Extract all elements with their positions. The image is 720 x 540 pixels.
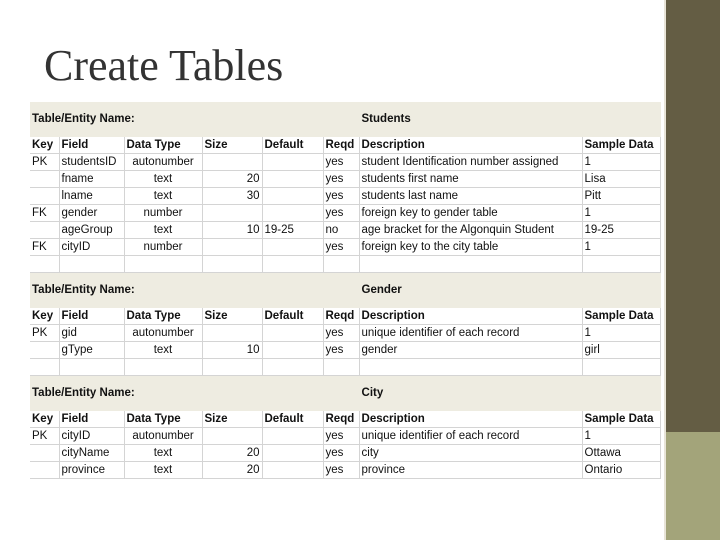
column-header: Default	[262, 137, 323, 154]
column-header: Key	[30, 411, 59, 428]
column-header: Sample Data	[582, 308, 660, 325]
table-cell: 1	[582, 428, 660, 445]
empty-cell	[59, 256, 124, 273]
empty-cell	[124, 359, 202, 376]
table-cell: gender	[359, 342, 582, 359]
table-cell	[262, 445, 323, 462]
column-header: Reqd	[323, 308, 359, 325]
table-cell	[30, 342, 59, 359]
column-header: Size	[202, 308, 262, 325]
empty-cell	[124, 256, 202, 273]
table-cell	[262, 462, 323, 479]
entity-row	[30, 273, 660, 308]
table-cell: student Identification number assigned	[359, 154, 582, 171]
column-header: Sample Data	[582, 137, 660, 154]
table-cell: 30	[202, 188, 262, 205]
table-cell: FK	[30, 205, 59, 222]
table-cell: text	[124, 188, 202, 205]
table-cell	[30, 222, 59, 239]
table-cell: yes	[323, 428, 359, 445]
table-cell	[202, 154, 262, 171]
table-cell	[262, 154, 323, 171]
table-cell: 20	[202, 171, 262, 188]
table-cell: city	[359, 445, 582, 462]
table-cell: lname	[59, 188, 124, 205]
table-cell: number	[124, 239, 202, 256]
table-cell: cityID	[59, 239, 124, 256]
empty-cell	[582, 359, 660, 376]
table-row	[30, 154, 660, 171]
table-cell	[202, 205, 262, 222]
empty-cell	[323, 359, 359, 376]
column-header: Description	[359, 137, 582, 154]
spacer-row	[30, 256, 660, 273]
empty-cell	[323, 256, 359, 273]
table-cell: yes	[323, 445, 359, 462]
table-cell: number	[124, 205, 202, 222]
empty-cell	[359, 359, 582, 376]
table-cell: 1	[582, 154, 660, 171]
table-cell: autonumber	[124, 428, 202, 445]
table-cell	[262, 205, 323, 222]
table-cell: yes	[323, 188, 359, 205]
table-cell: province	[59, 462, 124, 479]
empty-cell	[59, 359, 124, 376]
slide-title: Create Tables	[44, 41, 284, 90]
empty-cell	[202, 256, 262, 273]
table-cell	[262, 239, 323, 256]
table-cell: PK	[30, 428, 59, 445]
table-cell: text	[124, 171, 202, 188]
entity-name: Gender	[359, 273, 660, 308]
column-header: Size	[202, 411, 262, 428]
table-cell: unique identifier of each record	[359, 428, 582, 445]
table-cell: gid	[59, 325, 124, 342]
table-cell: cityID	[59, 428, 124, 445]
empty-cell	[30, 256, 59, 273]
column-header: Sample Data	[582, 411, 660, 428]
table-cell: yes	[323, 239, 359, 256]
table-cell	[202, 239, 262, 256]
table-cell	[30, 462, 59, 479]
column-header: Data Type	[124, 137, 202, 154]
table-cell	[30, 445, 59, 462]
column-header: Key	[30, 137, 59, 154]
table-cell	[262, 188, 323, 205]
table-cell: students last name	[359, 188, 582, 205]
column-header: Reqd	[323, 137, 359, 154]
spacer-row	[30, 359, 660, 376]
empty-cell	[262, 256, 323, 273]
empty-cell	[30, 359, 59, 376]
column-header: Key	[30, 308, 59, 325]
empty-cell	[582, 256, 660, 273]
table-row	[30, 239, 660, 256]
table-cell: Ottawa	[582, 445, 660, 462]
table-cell: fname	[59, 171, 124, 188]
table-cell: text	[124, 342, 202, 359]
table-cell	[262, 325, 323, 342]
table-cell: PK	[30, 154, 59, 171]
table-cell	[262, 342, 323, 359]
entity-name: Students	[359, 102, 660, 137]
table-cell	[202, 428, 262, 445]
table-cell: 20	[202, 445, 262, 462]
table-row	[30, 445, 660, 462]
table-cell: gType	[59, 342, 124, 359]
column-header-row	[30, 308, 660, 325]
table-cell: 19-25	[262, 222, 323, 239]
table-cell: foreign key to the city table	[359, 239, 582, 256]
table-row	[30, 205, 660, 222]
table-cell: 10	[202, 222, 262, 239]
table-row	[30, 428, 660, 445]
table-cell: PK	[30, 325, 59, 342]
spreadsheet	[30, 102, 660, 504]
column-header-row	[30, 137, 660, 154]
table-cell: Pitt	[582, 188, 660, 205]
column-header: Data Type	[124, 411, 202, 428]
table-cell: Lisa	[582, 171, 660, 188]
column-header: Default	[262, 308, 323, 325]
entity-label: Table/Entity Name:	[30, 102, 359, 137]
table-cell: text	[124, 462, 202, 479]
table-cell: autonumber	[124, 325, 202, 342]
table-cell: unique identifier of each record	[359, 325, 582, 342]
column-header: Data Type	[124, 308, 202, 325]
schema-table	[30, 102, 661, 479]
table-cell	[30, 171, 59, 188]
table-cell: yes	[323, 325, 359, 342]
table-cell: no	[323, 222, 359, 239]
entity-label: Table/Entity Name:	[30, 376, 359, 411]
column-header: Reqd	[323, 411, 359, 428]
table-cell: 1	[582, 205, 660, 222]
table-cell: gender	[59, 205, 124, 222]
table-cell: 1	[582, 239, 660, 256]
table-cell: FK	[30, 239, 59, 256]
table-row	[30, 462, 660, 479]
table-cell: cityName	[59, 445, 124, 462]
table-cell	[262, 171, 323, 188]
table-cell	[262, 428, 323, 445]
column-header-row	[30, 411, 660, 428]
empty-cell	[202, 359, 262, 376]
table-cell: yes	[323, 205, 359, 222]
table-row	[30, 171, 660, 188]
table-cell: 19-25	[582, 222, 660, 239]
column-header: Field	[59, 308, 124, 325]
table-cell: text	[124, 445, 202, 462]
column-header: Field	[59, 411, 124, 428]
table-row	[30, 342, 660, 359]
table-cell	[202, 325, 262, 342]
table-cell: province	[359, 462, 582, 479]
table-row	[30, 325, 660, 342]
table-cell: 10	[202, 342, 262, 359]
table-cell: text	[124, 222, 202, 239]
column-header: Size	[202, 137, 262, 154]
table-cell: girl	[582, 342, 660, 359]
table-cell: ageGroup	[59, 222, 124, 239]
table-cell: yes	[323, 462, 359, 479]
table-cell: foreign key to gender table	[359, 205, 582, 222]
column-header: Default	[262, 411, 323, 428]
empty-cell	[359, 256, 582, 273]
table-cell: students first name	[359, 171, 582, 188]
column-header: Description	[359, 411, 582, 428]
table-cell: autonumber	[124, 154, 202, 171]
sidebar-accent-bottom	[666, 432, 720, 540]
table-cell	[30, 188, 59, 205]
table-cell: 20	[202, 462, 262, 479]
table-cell: age bracket for the Algonquin Student	[359, 222, 582, 239]
table-cell: yes	[323, 342, 359, 359]
entity-row	[30, 102, 660, 137]
table-row	[30, 188, 660, 205]
entity-label: Table/Entity Name:	[30, 273, 359, 308]
table-cell: 1	[582, 325, 660, 342]
sidebar-accent-top	[666, 0, 720, 432]
empty-cell	[262, 359, 323, 376]
table-row	[30, 222, 660, 239]
table-cell: yes	[323, 154, 359, 171]
entity-row	[30, 376, 660, 411]
table-cell: yes	[323, 171, 359, 188]
table-cell: Ontario	[582, 462, 660, 479]
column-header: Description	[359, 308, 582, 325]
column-header: Field	[59, 137, 124, 154]
entity-name: City	[359, 376, 660, 411]
table-cell: studentsID	[59, 154, 124, 171]
